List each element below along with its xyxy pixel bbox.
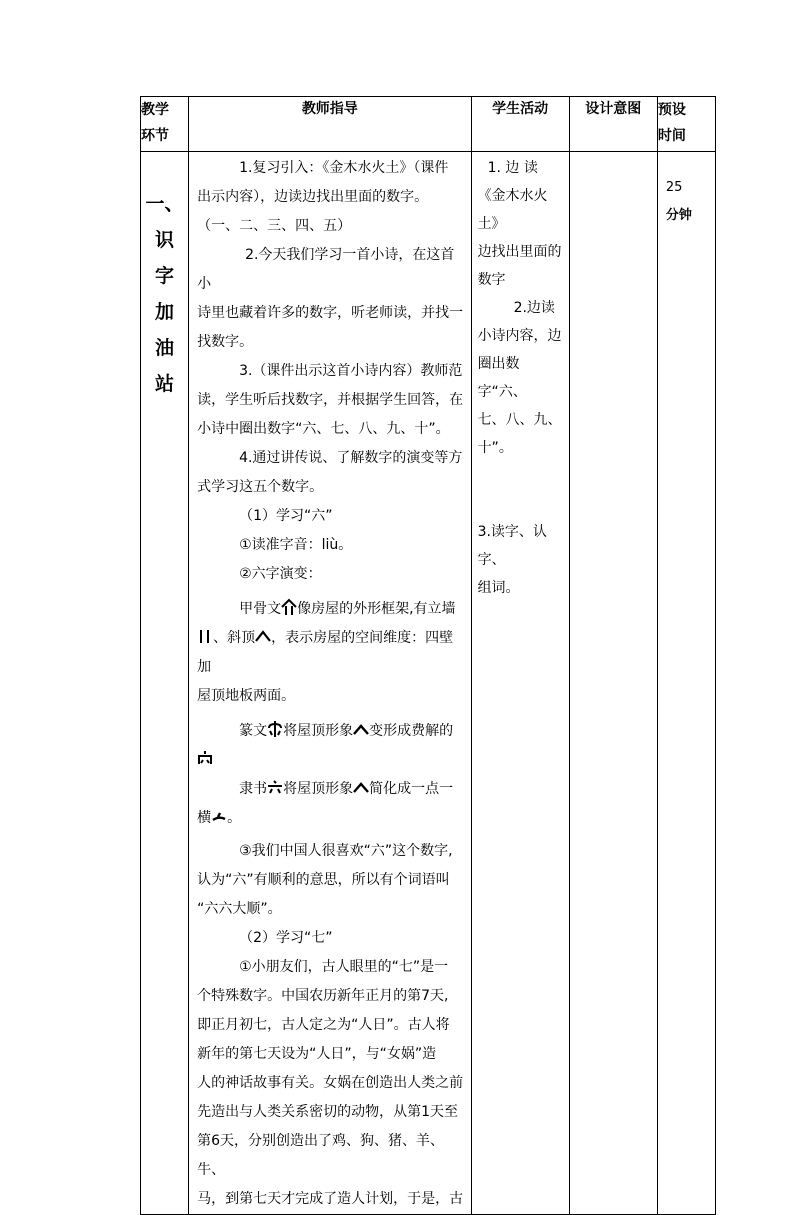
guide-line: （1）学习“六” (239, 508, 333, 524)
student-line: 3.读字、认字、 (477, 524, 547, 568)
student-line: 组词。 (477, 580, 520, 596)
stage-char: 加 (155, 301, 175, 323)
clerical-line (197, 804, 466, 833)
stage-char: 站 (155, 373, 175, 395)
oracle-line (197, 595, 466, 624)
guide-line: 3.（课件出示这首小诗内容）教师范 (239, 363, 463, 379)
student-line: 2.边读 (513, 300, 555, 316)
guide-text: 简化成一点一 (369, 781, 454, 797)
header-stage-line1: 教学 (141, 102, 169, 118)
guide-line: 人的神话故事有关。女娲在创造出人类之前 (197, 1075, 464, 1091)
guide-line: “六六大顺”。 (197, 901, 282, 917)
student-line: 数字 (477, 272, 506, 288)
oracle-six-glyph (281, 598, 297, 616)
guide-line: 先造出与人类关系密切的动物，从第1天至 (197, 1104, 458, 1120)
guide-line: 读，学生听后找数字，并根据学生回答，在 (197, 392, 464, 408)
guide-text: 。 (227, 810, 242, 826)
guide-line: （一、二、三、四、五） (197, 218, 352, 234)
guide-line: 认为“六”有顺利的意思，所以有个词语叫 (197, 872, 450, 888)
seal-roof-glyph (197, 749, 213, 767)
guide-text: 、斜顶 (213, 630, 256, 646)
guide-line: 1.复习引入：《金木水火土》（课件 (239, 160, 449, 176)
header-row (141, 97, 716, 152)
guide-text: 甲骨文 (239, 601, 282, 617)
guide-text: 隶书 (239, 781, 268, 797)
oracle-line (197, 624, 466, 682)
time-cell (657, 152, 715, 1215)
guide-line: 新年的第七天设为“人日”，与“女娲”造 (197, 1046, 437, 1062)
guide-text: ，表示房屋的空间维度：四壁加 (197, 630, 454, 675)
guide-line: 屋顶地板两面。 (197, 688, 296, 704)
header-stage-line2: 环节 (141, 128, 169, 144)
design-intent-cell (569, 152, 657, 1215)
guide-line: 小诗中圈出数字“六、七、八、九、十”。 (197, 421, 450, 437)
guide-text: 横 (197, 810, 212, 826)
guide-text: 将屋顶形象 (283, 723, 354, 739)
student-line: 边找出里面的 (477, 244, 562, 260)
stage-char: 一、 (145, 193, 184, 215)
guide-text: 像房屋的外形框架,有立墙 (297, 601, 456, 617)
guide-line: 4.通过讲传说、了解数字的演变等方 (239, 450, 463, 466)
seal-line (197, 717, 466, 775)
dot-stroke-glyph (211, 807, 227, 825)
student-line: 七、八、九、 (477, 412, 562, 428)
teacher-guide-text (189, 152, 470, 1214)
guide-line: 第6天，分别创造出了鸡、狗、猪、羊、牛、 (197, 1133, 444, 1178)
guide-line: 诗里也藏着许多的数字，听老师读，并找一 (197, 305, 464, 321)
header-time-line1: 预设 (657, 102, 686, 118)
roof-glyph (353, 720, 369, 738)
roof-glyph (255, 627, 271, 645)
guide-line: 马，到第七天才完成了造人计划，于是，古 (197, 1191, 464, 1207)
guide-line: 即正月初七，古人定之为“人日”。古人将 (197, 1017, 450, 1033)
stage-char: 识 (155, 229, 175, 251)
guide-line: ①读准字音：liù。 (239, 537, 353, 553)
header-time (657, 97, 715, 152)
guide-line: ①小朋友们，古人眼里的“七”是一 (239, 959, 449, 975)
clerical-six-glyph (267, 778, 283, 796)
teacher-guide-cell (189, 152, 471, 1215)
time-text (658, 152, 715, 230)
student-line: 圈出数字“六、 (477, 356, 527, 400)
stage-cell (141, 152, 189, 1215)
guide-line: 找数字。 (197, 334, 254, 350)
student-line: 1. 边 读 (487, 160, 538, 176)
guide-line: 式学习这五个数字。 (197, 479, 324, 495)
time-unit: 分钟 (665, 208, 692, 223)
header-guide: 教师指导 (189, 97, 471, 152)
clerical-line (197, 775, 466, 804)
header-student: 学生活动 (471, 97, 569, 152)
guide-line: 个特殊数字。中国农历新年正月的第7天, (197, 988, 449, 1004)
guide-line: 2.今天我们学习一首小诗，在这首小 (197, 247, 455, 292)
walls-glyph (197, 627, 213, 645)
student-activity-text (472, 152, 569, 602)
lesson-plan-table (140, 96, 716, 1215)
student-line: 《金木水火土》 (477, 188, 548, 232)
guide-line: 出示内容），边读边找出里面的数字。 (197, 189, 429, 205)
guide-line: （2）学习“七” (239, 930, 333, 946)
seal-six-glyph (267, 720, 283, 738)
guide-line: ②六字演变： (239, 566, 322, 582)
header-time-line2: 时间 (657, 128, 686, 144)
header-stage (141, 97, 189, 152)
student-line: 小诗内容，边 (477, 328, 562, 344)
guide-text: 将屋顶形象 (283, 781, 354, 797)
stage-char: 油 (155, 337, 175, 359)
student-activity-cell (471, 152, 569, 1215)
guide-line: ③我们中国人很喜欢“六”这个数字, (239, 843, 453, 859)
guide-text: 变形成费解的 (369, 723, 454, 739)
content-row (141, 152, 716, 1215)
guide-text: 篆文 (239, 723, 268, 739)
time-value: 25 (665, 180, 683, 195)
stage-char: 字 (155, 265, 175, 287)
roof-glyph (353, 778, 369, 796)
header-design: 设计意图 (569, 97, 657, 152)
stage-title (141, 152, 188, 402)
student-line: 十”。 (477, 440, 513, 456)
